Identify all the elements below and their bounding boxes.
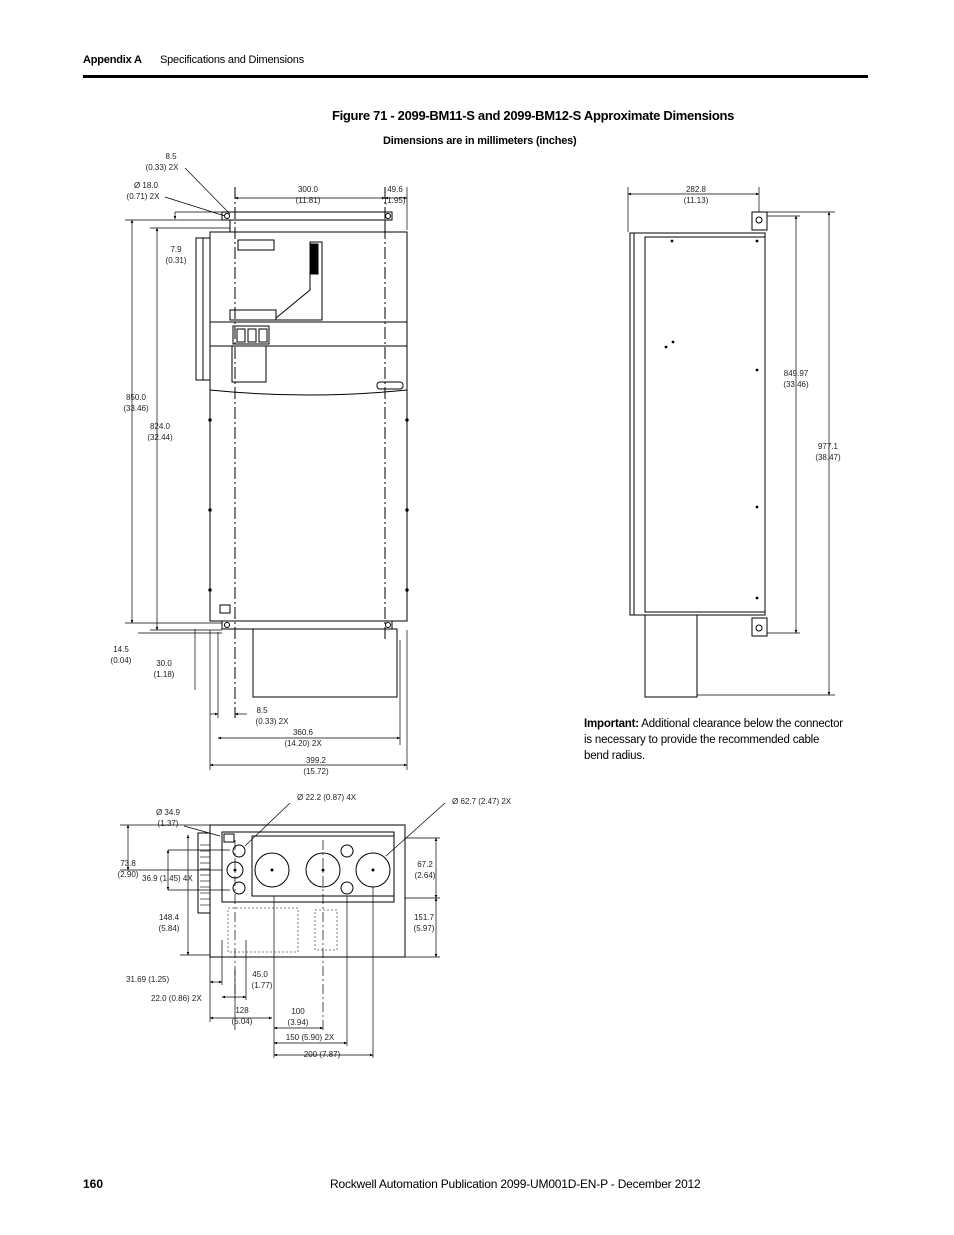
dim-label: 300.0 (297, 185, 319, 194)
side-view (630, 212, 767, 697)
dim-label: (33.46) (783, 380, 809, 389)
dim-label: Ø 18.0 (133, 181, 159, 190)
dim-label: (1.18) (153, 670, 175, 679)
dim-label: 30.0 (156, 659, 172, 668)
dim-label: 200 (7.87) (303, 1050, 341, 1059)
dim-label: 824.0 (149, 422, 171, 431)
dim-label: 100 (291, 1007, 305, 1016)
important-note (584, 716, 844, 764)
page-number: 160 (83, 1177, 104, 1191)
dim-label: (3.94) (287, 1018, 309, 1027)
dim-label: 8.5 (256, 706, 268, 715)
bottom-view (198, 825, 405, 1030)
dim-label: 148.4 (158, 913, 180, 922)
dim-label: 36.9 (1.45) 4X (142, 874, 193, 883)
side-view-dimensions (628, 187, 835, 695)
dim-label: (1.77) (251, 981, 273, 990)
dim-label: 128 (235, 1006, 249, 1015)
dim-label: 151.7 (413, 913, 435, 922)
dim-label: (11.81) (295, 196, 321, 205)
dim-label: 8.5 (165, 152, 177, 161)
publication-footer: Rockwell Automation Publication 2099-UM001D-EN-P - December 2012 (330, 1177, 701, 1191)
dim-label: (5.84) (158, 924, 180, 933)
dim-label: 150 (5.90) 2X (285, 1033, 335, 1042)
dim-label: 45.0 (252, 970, 268, 979)
dim-label: (0.71) 2X (126, 192, 160, 201)
dim-label: (5.97) (413, 924, 435, 933)
dim-label: 977.1 (817, 442, 839, 451)
dim-label: (0.33) 2X (255, 717, 289, 726)
dim-label: 22.0 (0.86) 2X (151, 994, 202, 1003)
dim-label: (38.47) (815, 453, 841, 462)
dim-label: (14.20) 2X (284, 739, 322, 748)
dim-label: 67.2 (417, 860, 433, 869)
dim-label: Ø 22.2 (0.87) 4X (297, 793, 357, 802)
dim-label: 849.97 (783, 369, 809, 378)
dim-label: (0.04) (110, 656, 132, 665)
dim-label: (33.46) (123, 404, 149, 413)
dim-label: (11.13) (683, 196, 709, 205)
dim-label: Ø 62.7 (2.47) 2X (452, 797, 512, 806)
dim-label: (1.37) (157, 819, 179, 828)
dim-label: 7.9 (170, 245, 182, 254)
figure-title: Figure 71 - 2099-BM11-S and 2099-BM12-S Approximate Dimensions (331, 108, 735, 123)
figure-subtitle: Dimensions are in millimeters (inches) (383, 135, 577, 147)
dim-label: 360.6 (292, 728, 314, 737)
dim-label: (0.33) 2X (145, 163, 179, 172)
dim-label: (5.04) (231, 1017, 253, 1026)
dim-label: (0.31) (165, 256, 187, 265)
dim-label: 399.2 (305, 756, 327, 765)
note-label: Important: (584, 718, 639, 730)
dim-label: (32.44) (147, 433, 173, 442)
header-section: Appendix A (83, 54, 142, 66)
dim-label: (2.64) (414, 871, 436, 880)
dim-label: 49.6 (387, 185, 403, 194)
dim-label: Ø 34.9 (155, 808, 181, 817)
note-text: Additional clearance below the connector is necessary to provide the recommended cable bend radius. (584, 718, 843, 762)
dim-label: 73.8 (120, 859, 136, 868)
dim-label: 14.5 (113, 645, 129, 654)
dim-label: 282.8 (685, 185, 707, 194)
dim-label: 31.69 (1.25) (126, 975, 170, 984)
dim-label: (15.72) (303, 767, 329, 776)
dim-label: (1.95) (384, 196, 406, 205)
dim-label: (2.90) (117, 870, 139, 879)
header-title: Specifications and Dimensions (160, 54, 304, 66)
dim-label: 850.0 (125, 393, 147, 402)
front-view (196, 187, 408, 718)
